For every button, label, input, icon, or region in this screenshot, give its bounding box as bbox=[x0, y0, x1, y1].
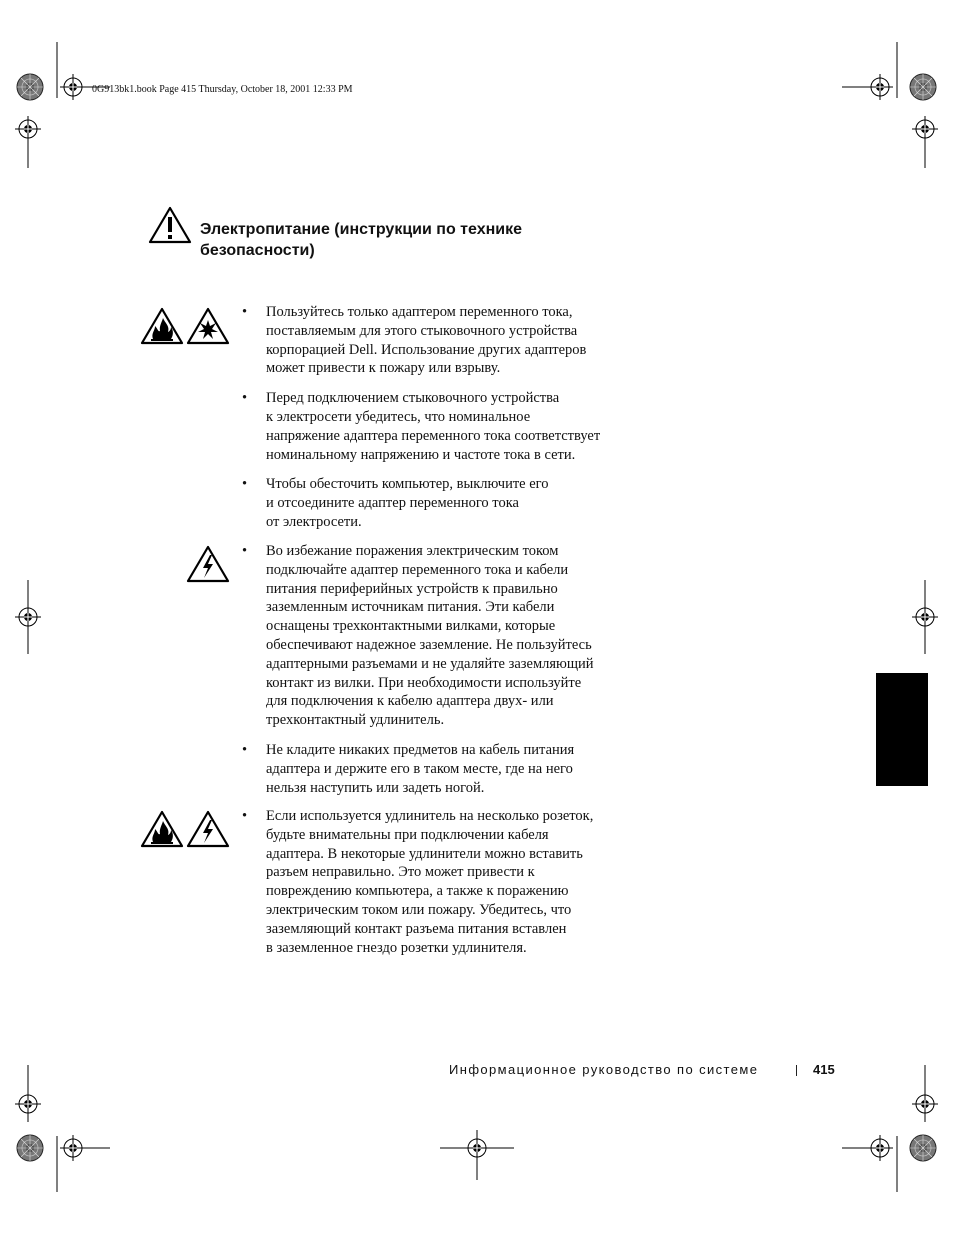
fire-hazard-icon bbox=[140, 307, 184, 345]
electric-shock-icon bbox=[186, 810, 230, 848]
page-number: 415 bbox=[813, 1062, 835, 1077]
safety-bullets-group-1 bbox=[240, 303, 640, 532]
footer-separator bbox=[796, 1065, 797, 1076]
footer-book-title: Информационное руководство по системе bbox=[449, 1062, 759, 1077]
file-header: 0G913bk1.book Page 415 Thursday, October 18, 2001 12:33 PM bbox=[92, 84, 353, 95]
safety-bullets-group-2 bbox=[240, 542, 640, 797]
section-title: Электропитание (инструкции по технике безопасности) bbox=[200, 221, 522, 259]
explosion-hazard-icon bbox=[186, 307, 230, 345]
warning-exclamation-icon bbox=[148, 206, 192, 244]
safety-bullets-group-3 bbox=[240, 807, 640, 957]
list-item: • Чтобы обесточить компьютер, выключите его и отсоедините адаптер переменного тока от электросети. bbox=[240, 475, 640, 531]
list-item: • Если используется удлинитель на несколько розеток, будьте внимательны при подключении кабеля адаптера. В некоторые удлинители можно вставить разъем неправильно. Это может привести к повреждению компьютера, а также к поражению электрическим током или пожару. Убедитесь, что заземляющий контакт разъема питания вставлен в заземленное гнездо розетки удлинителя. bbox=[240, 807, 640, 957]
electric-shock-icon bbox=[186, 545, 230, 583]
chapter-thumb-tab bbox=[876, 673, 928, 786]
list-item: • Не кладите никаких предметов на кабель питания адаптера и держите его в таком месте, где на него нельзя наступить или задеть ногой. bbox=[240, 741, 640, 797]
list-item: • Перед подключением стыковочного устройства к электросети убедитесь, что номинальное напряжение адаптера переменного тока соответствует номинальному напряжению и частоте тока в сети. bbox=[240, 389, 640, 464]
list-item: • Пользуйтесь только адаптером переменного тока, поставляемым для этого стыковочного устройства корпорацией Dell. Использование других адаптеров может привести к пожару или взрыву. bbox=[240, 303, 640, 378]
fire-hazard-icon bbox=[140, 810, 184, 848]
list-item: • Во избежание поражения электрическим током подключайте адаптер переменного тока и кабели питания периферийных устройств к правильно заземленным источникам питания. Эти кабели оснащены трехконтактными вилками, которые обеспечивают надежное заземление. Не пользуйтесь адаптерными разъемами и не удаляйте заземляющий контакт из вилки. При необходимости используйте для подключения к кабелю адаптера двух- или трехконтактный удлинитель. bbox=[240, 542, 640, 730]
